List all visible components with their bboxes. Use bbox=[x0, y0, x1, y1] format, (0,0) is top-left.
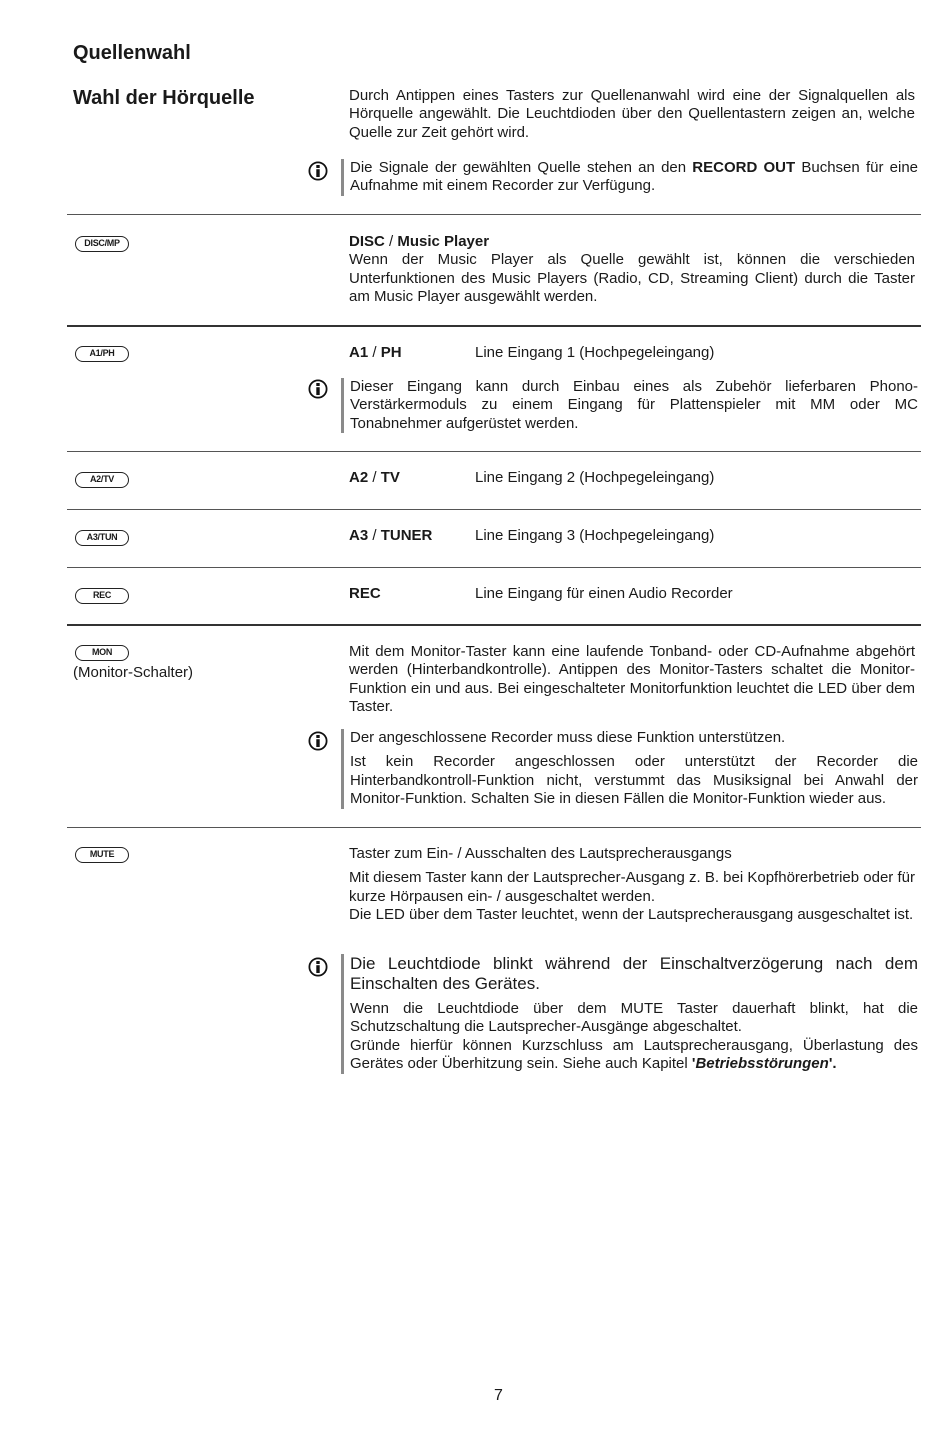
music-player-title: Music Player bbox=[397, 233, 490, 250]
mon-note-text-1: Der angeschlossene Recorder muss diese Funktion unterstützen. bbox=[350, 729, 786, 746]
divider bbox=[67, 214, 921, 215]
divider bbox=[67, 567, 921, 568]
a1-note-text: Dieser Eingang kann durch Einbau eines als Zubehör lieferbaren Phono-Verstärkermoduls zu einem Eingang für Plattenspieler mit MM oder MC Tonabnehmer aufgerüstet werden. bbox=[350, 378, 918, 432]
disc-title: DISC bbox=[349, 233, 385, 250]
section-heading: Wahl der Hörquelle bbox=[73, 87, 255, 109]
record-out-label: RECORD OUT bbox=[692, 159, 796, 176]
mute-line-1: Taster zum Ein- / Ausschalten des Lautsprecherausgangs bbox=[349, 845, 732, 862]
divider bbox=[67, 509, 921, 510]
a3-source-name: A3 / TUNER bbox=[349, 527, 433, 544]
mon-text: Mit dem Monitor-Taster kann eine laufende Tonband- oder CD-Aufnahme abgehört werden (Hinterbandkontrolle). Antippen des Monitor-Tasters schaltet die Monitor-Funktion ein und aus. Bei eingeschalteter Monitorfunktion leuchtet die LED über dem Taster. bbox=[349, 643, 915, 716]
intro-note-text-end: Buchsen für eine Aufnahme mit einem Recorder zur Verfügung. bbox=[350, 159, 918, 195]
divider bbox=[67, 827, 921, 828]
mon-key-icon: MON bbox=[75, 645, 129, 661]
mute-line-3: Die LED über dem Taster leuchtet, wenn der Lautsprecherausgang ausgeschaltet ist. bbox=[349, 906, 914, 924]
title-separator: / bbox=[384, 233, 398, 250]
info-icon bbox=[308, 731, 328, 751]
mute-note-text-3: Gründe hierfür können Kurzschluss am Lautsprecherausgang, Überlastung des Gerätes oder Überhitzung sein. Siehe auch Kapitel 'Betriebsstörungen'. bbox=[350, 1036, 918, 1073]
intro-note-text: Die Signale der gewählten Quelle stehen an den bbox=[350, 159, 693, 176]
rec-key-icon: REC bbox=[75, 588, 129, 604]
info-icon bbox=[308, 161, 328, 181]
betriebsstoerungen-reference: Betriebsstörungen bbox=[695, 1055, 829, 1073]
page-number: 7 bbox=[494, 1387, 503, 1404]
monitor-switch-label: (Monitor-Schalter) bbox=[73, 664, 194, 681]
disc-section bbox=[349, 233, 915, 307]
disc-text: Wenn der Music Player als Quelle gewählt ist, können die verschieden Unterfunktionen des Music Players (Radio, CD, Streaming Client) durch die Taster am Music Player ausgewählt werden. bbox=[349, 251, 915, 306]
mon-note bbox=[341, 729, 918, 809]
a2-source-desc: Line Eingang 2 (Hochpegeleingang) bbox=[475, 469, 715, 486]
a2-source-name: A2 / TV bbox=[349, 469, 400, 486]
page-heading: Quellenwahl bbox=[73, 42, 191, 64]
divider bbox=[67, 451, 921, 452]
divider bbox=[67, 624, 921, 626]
mute-note-text-2: Wenn die Leuchtdiode über dem MUTE Taster dauerhaft blinkt, hat die Schutzschaltung die Lautsprecher-Ausgänge abgeschaltet. bbox=[350, 1000, 918, 1036]
disc-mp-key-icon: DISC/MP bbox=[75, 236, 129, 252]
a3-source-desc: Line Eingang 3 (Hochpegeleingang) bbox=[475, 527, 715, 544]
intro-text: Durch Antippen eines Tasters zur Quellenanwahl wird eine der Signalquellen als Hörquelle angewählt. Die Leuchtdioden über den Quellentastern zeigen an, welche Quelle zur Zeit gehört wird. bbox=[349, 87, 915, 141]
intro-note bbox=[341, 159, 918, 196]
divider bbox=[67, 325, 921, 327]
rec-source-name: REC bbox=[349, 585, 381, 602]
mute-text bbox=[349, 845, 915, 925]
info-icon bbox=[308, 957, 328, 977]
a1-source-desc: Line Eingang 1 (Hochpegeleingang) bbox=[475, 344, 715, 361]
a1-source-name: A1 / PH bbox=[349, 344, 402, 361]
rec-source-desc: Line Eingang für einen Audio Recorder bbox=[475, 585, 733, 602]
mute-note bbox=[341, 954, 918, 1074]
mon-note-text-2: Ist kein Recorder angeschlossen oder unterstützt der Recorder die Hinterbandkontroll-Funktion nicht, verstummt das Musiksignal bei Anwahl der Monitor-Funktion. Schalten Sie in diesen Fällen die Monitor-Funktion wieder aus. bbox=[350, 753, 918, 808]
info-icon bbox=[308, 379, 328, 399]
a3-tun-key-icon: A3/TUN bbox=[75, 530, 129, 546]
a2-tv-key-icon: A2/TV bbox=[75, 472, 129, 488]
mute-key-icon: MUTE bbox=[75, 847, 129, 863]
mute-note-large: Die Leuchtdiode blinkt während der Einschaltverzögerung nach dem Einschalten des Gerätes. bbox=[350, 954, 918, 993]
a1-note bbox=[341, 378, 918, 433]
mute-line-2: Mit diesem Taster kann der Lautsprecher-Ausgang z. B. bei Kopfhörerbetrieb oder für kurze Hörpausen ein- / ausgeschaltet werden. bbox=[349, 869, 915, 905]
a1-ph-key-icon: A1/PH bbox=[75, 346, 129, 362]
